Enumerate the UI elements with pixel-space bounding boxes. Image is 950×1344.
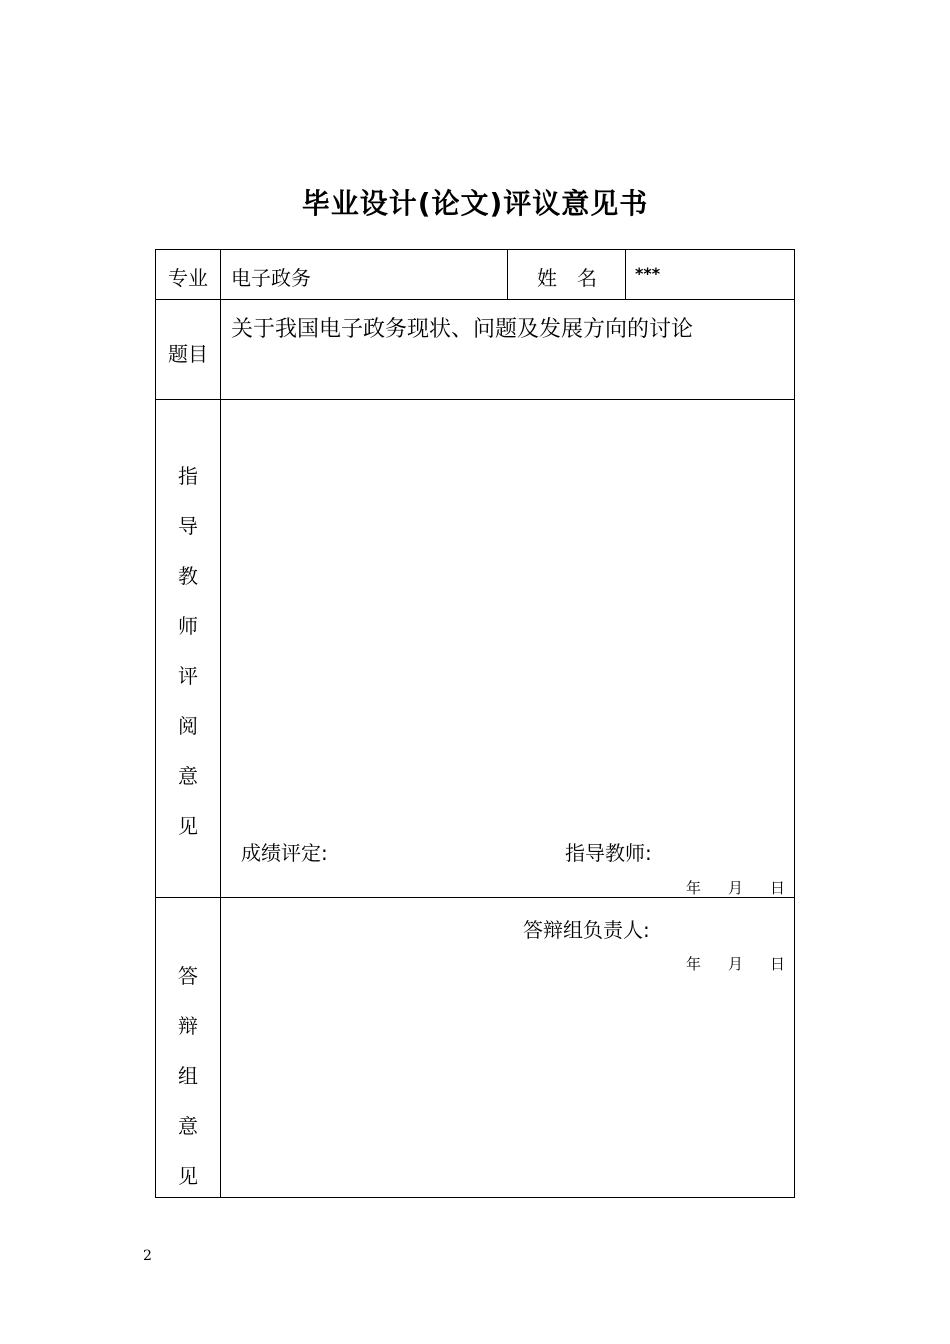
defense-date-month: 月 xyxy=(728,955,744,973)
table-border-bottom xyxy=(155,1197,795,1198)
advisor-signature-label: 指导教师: xyxy=(565,841,652,865)
name-value[interactable]: *** xyxy=(635,264,661,283)
review-form-table xyxy=(155,249,795,1198)
table-row-divider xyxy=(155,299,795,300)
name-label: 姓 名 xyxy=(537,266,597,290)
page-number: 2 xyxy=(143,1248,152,1264)
table-border-top xyxy=(155,249,795,250)
major-value[interactable]: 电子政务 xyxy=(231,266,311,290)
major-label: 专业 xyxy=(168,266,208,290)
defense-date-year: 年 xyxy=(686,955,702,973)
defense-committee-section-label: 答 辩 组 意 见 xyxy=(178,964,198,1188)
page-title: 毕业设计(论文)评议意见书 xyxy=(301,187,649,220)
grade-label: 成绩评定: xyxy=(241,841,328,865)
defense-leader-label: 答辩组负责人: xyxy=(523,918,650,942)
topic-value[interactable]: 关于我国电子政务现状、问题及发展方向的讨论 xyxy=(231,317,694,342)
topic-label: 题目 xyxy=(168,342,208,366)
advisor-date-year: 年 xyxy=(686,879,702,897)
advisor-date-day: 日 xyxy=(770,879,786,897)
table-border-right xyxy=(794,249,795,1198)
advisor-review-section-label: 指 导 教 师 评 阅 意 见 xyxy=(178,464,198,838)
table-row-divider xyxy=(155,399,795,400)
defense-date-day: 日 xyxy=(770,955,786,973)
advisor-date-month: 月 xyxy=(728,879,744,897)
